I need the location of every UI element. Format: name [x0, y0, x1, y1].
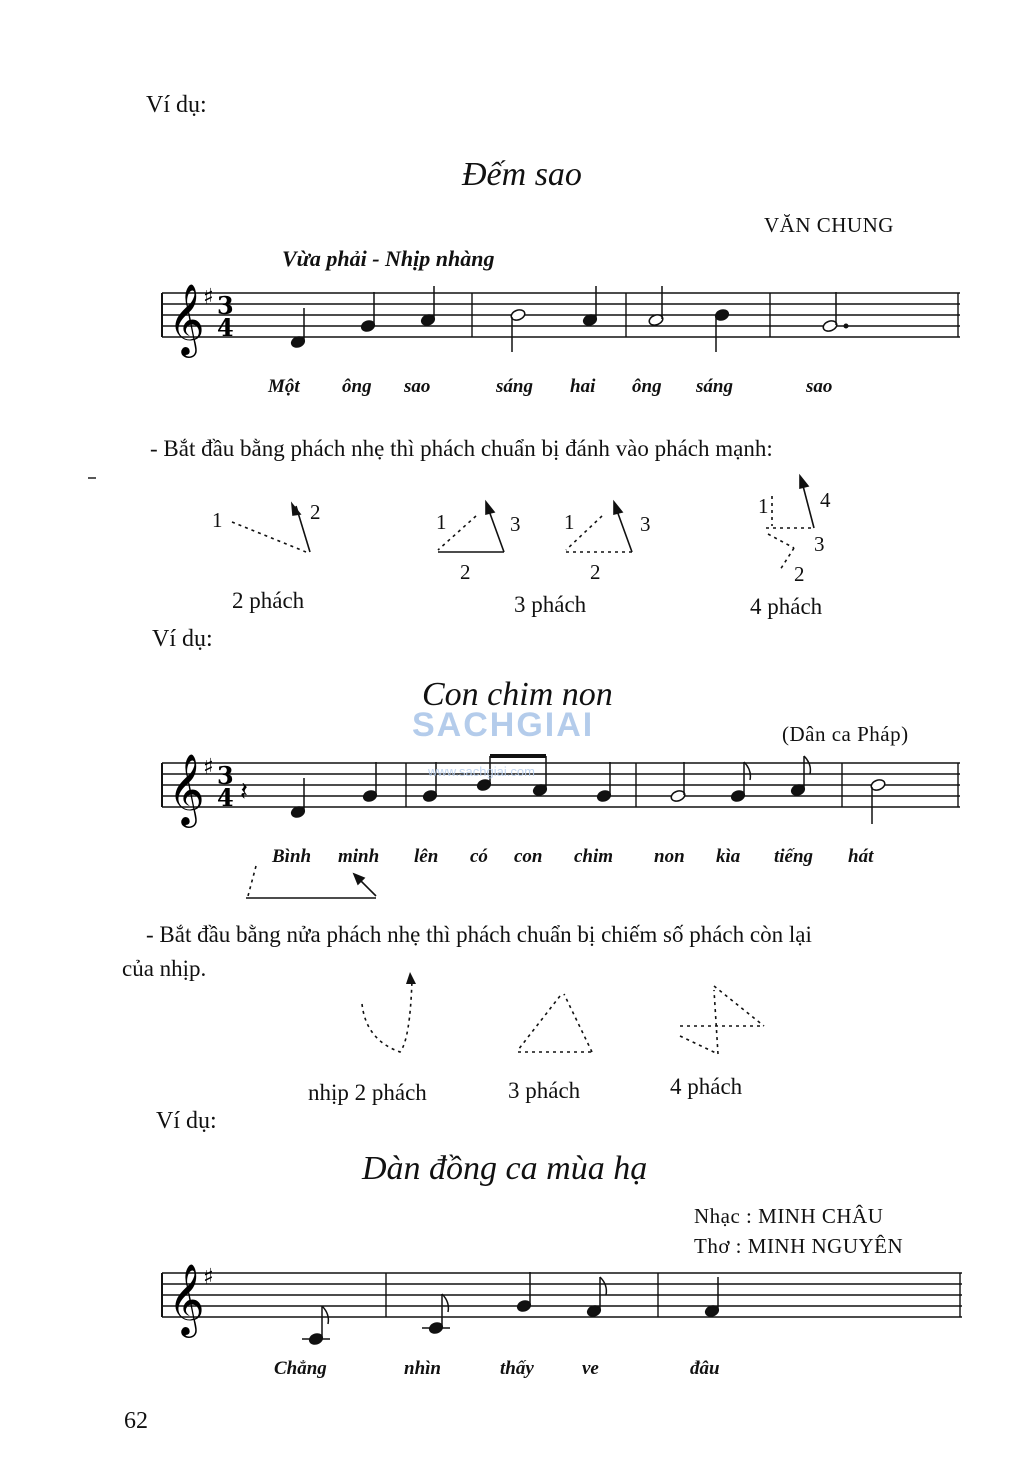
watermark-url: www.sachgiai.com	[428, 764, 535, 779]
lyric-word: sáng	[496, 376, 533, 397]
treble-clef-icon-1: 𝄞	[168, 282, 205, 355]
sharp-icon-3: ♯	[203, 1265, 214, 1290]
sharp-icon-2: ♯	[203, 755, 214, 780]
treble-clef-icon-3: 𝄞	[168, 1262, 205, 1335]
treble-clef-icon-2: 𝄞	[168, 752, 205, 825]
staff-2	[162, 763, 960, 807]
example-label-2: Ví dụ:	[152, 626, 213, 652]
example-label-3: Ví dụ:	[156, 1108, 217, 1134]
beat-number: 4	[820, 488, 831, 512]
lyric-word: sao	[404, 376, 431, 397]
lyric-word: minh	[338, 846, 380, 867]
song2-composer: (Dân ca Pháp)	[782, 722, 909, 746]
beat-number: 2	[310, 500, 321, 524]
time-sig-bottom-1: 4	[217, 313, 234, 342]
time-sig-top-1: 3	[217, 291, 234, 320]
lyric-word: hai	[570, 376, 596, 397]
paragraph-upbeat-weak: - Bắt đầu bằng phách nhẹ thì phách chuẩn bị đánh vào phách mạnh:	[150, 436, 773, 461]
beat-number: 1	[758, 494, 769, 518]
lyric-word: hát	[848, 846, 874, 867]
song2-title: Con chim non	[422, 676, 613, 713]
time-sig-top-2: 3	[217, 761, 234, 790]
beat-diagram-3b	[566, 502, 632, 552]
lyric-word: Chẳng	[274, 1358, 327, 1379]
beat-diagram-3a	[438, 502, 504, 552]
song3-music-credit: Nhạc : MINH CHÂU	[694, 1204, 884, 1228]
lyric-word: thấy	[500, 1358, 534, 1379]
example-label-1: Ví dụ:	[146, 92, 207, 118]
song1-tempo: Vừa phải - Nhịp nhàng	[282, 246, 495, 271]
beat-number: 1	[212, 508, 223, 532]
staff-1	[162, 293, 960, 337]
lyric-word: sáng	[696, 376, 733, 397]
lyric-word: sao	[806, 376, 833, 397]
song3-poem-credit: Thơ : MINH NGUYÊN	[694, 1234, 904, 1258]
song1-composer: VĂN CHUNG	[764, 213, 894, 237]
diagram-caption: 2 phách	[232, 588, 305, 613]
lyric-word: non	[654, 846, 685, 867]
beat-number: 2	[794, 562, 805, 586]
lyric-word: Bình	[272, 846, 312, 867]
lyric-word: đâu	[690, 1358, 720, 1379]
song3-title: Dàn đồng ca mùa hạ	[362, 1150, 648, 1187]
diagram-caption: 4 phách	[670, 1074, 743, 1099]
diagram-caption: 3 phách	[514, 592, 587, 617]
lyric-word: con	[514, 846, 543, 867]
lyric-word: ông	[632, 376, 662, 397]
watermark-logo: SACHGIAI	[412, 706, 595, 744]
notes-staff-1	[290, 286, 848, 352]
conduct-mark-2	[246, 866, 376, 898]
half-beat-diagram-2	[362, 980, 412, 1052]
page-number: 62	[124, 1408, 148, 1434]
diagram-caption: nhịp 2 phách	[308, 1080, 427, 1105]
lyric-word: lên	[414, 846, 439, 867]
lyric-word: chim	[574, 846, 614, 867]
lyric-word: ông	[342, 376, 372, 397]
lyric-word: có	[470, 846, 488, 867]
lyric-word: tiếng	[774, 846, 814, 867]
beat-number: 3	[640, 512, 651, 536]
lyric-word: kìa	[716, 846, 741, 867]
notes-staff-3	[302, 1272, 720, 1346]
paragraph-half-beat-line1: - Bắt đầu bằng nửa phách nhẹ thì phách chuẩn bị chiếm số phách còn lại	[146, 922, 812, 947]
beat-number: 3	[510, 512, 521, 536]
beat-number: 2	[460, 560, 471, 584]
lyric-word: ve	[582, 1358, 599, 1379]
beat-number: 3	[814, 532, 825, 556]
diagram-caption: 3 phách	[508, 1078, 581, 1103]
half-beat-arrow-2	[406, 972, 416, 984]
beat-diagram-2	[232, 504, 310, 552]
beat-diagram-4	[766, 476, 814, 570]
time-sig-bottom-2: 4	[217, 783, 234, 812]
beat-number: 1	[436, 510, 447, 534]
paragraph-half-beat-line2: của nhịp.	[122, 956, 207, 981]
rest-icon-2: 𝄽	[240, 777, 248, 807]
half-beat-diagram-3	[518, 994, 592, 1052]
lyric-word: nhìn	[404, 1358, 441, 1379]
song1-title: Đếm sao	[462, 156, 582, 193]
half-beat-diagram-4	[680, 986, 764, 1054]
beat-number: 2	[590, 560, 601, 584]
staff-3	[162, 1273, 962, 1317]
diagram-caption: 4 phách	[750, 594, 823, 619]
beat-number: 1	[564, 510, 575, 534]
lyric-word: Một	[268, 376, 300, 397]
notes-staff-2	[290, 756, 886, 824]
sharp-icon-1: ♯	[203, 285, 214, 310]
